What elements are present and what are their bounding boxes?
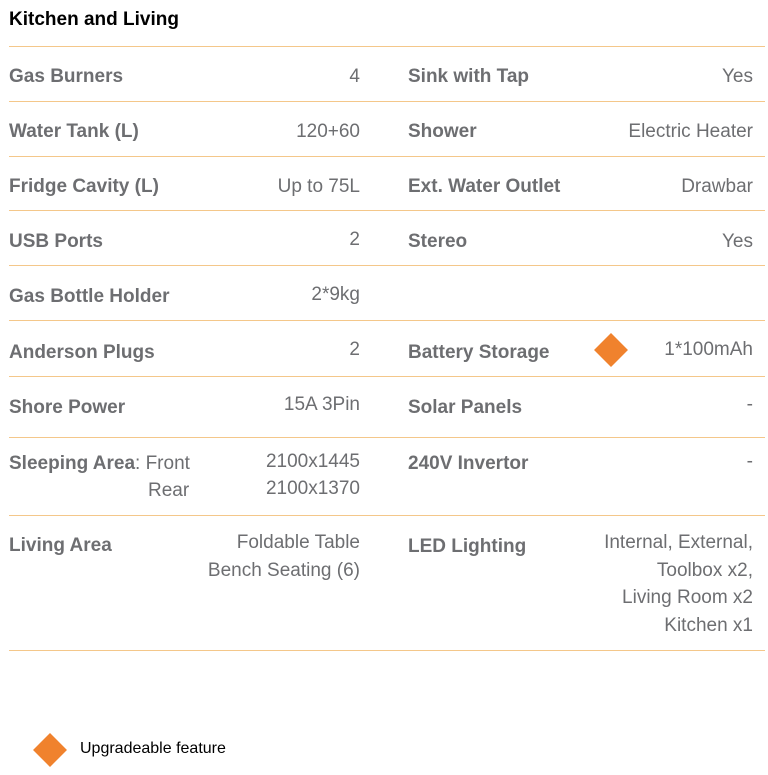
spec-value-stereo: Yes — [722, 231, 753, 252]
spec-value-shore-power: 15A 3Pin — [283, 394, 360, 415]
spec-value-anderson-plugs: 2 — [349, 339, 360, 360]
spec-value-sleeping-area-front: 2100x1445 — [265, 451, 360, 472]
divider — [9, 376, 765, 377]
spec-value-240v-invertor: - — [746, 451, 753, 472]
spec-label-living-area: Living Area — [9, 535, 112, 556]
spec-label-stereo: Stereo — [408, 231, 468, 252]
sleeping-area-sub-rear: Rear — [148, 480, 190, 501]
sleeping-area-label: Sleeping Area — [9, 453, 136, 474]
spec-value-battery-storage: 1*100mAh — [664, 339, 753, 360]
spec-value-led-lighting-4: Kitchen x1 — [664, 615, 753, 636]
spec-value-water-tank: 120+60 — [296, 121, 360, 142]
spec-label-solar-panels: Solar Panels — [408, 397, 523, 418]
divider — [9, 265, 765, 266]
divider — [9, 320, 765, 321]
spec-label-anderson-plugs: Anderson Plugs — [9, 342, 155, 363]
spec-value-living-area-2: Bench Seating (6) — [207, 560, 360, 581]
spec-label-gas-burners: Gas Burners — [9, 66, 124, 87]
spec-value-ext-water-outlet: Drawbar — [681, 176, 753, 197]
spec-value-usb-ports: 2 — [349, 229, 360, 250]
legend-diamond-icon — [33, 733, 67, 767]
spec-label-240v-invertor: 240V Invertor — [408, 453, 529, 474]
divider — [9, 650, 765, 651]
divider — [9, 515, 765, 516]
spec-value-gas-bottle-holder: 2*9kg — [311, 284, 360, 305]
spec-value-led-lighting-1: Internal, External, — [604, 532, 753, 553]
section-title: Kitchen and Living — [9, 9, 179, 30]
spec-value-sleeping-area-rear: 2100x1370 — [265, 478, 360, 499]
spec-label-battery-storage: Battery Storage — [408, 342, 550, 363]
spec-label-usb-ports: USB Ports — [9, 231, 103, 252]
spec-label-fridge-cavity: Fridge Cavity (L) — [9, 176, 159, 197]
legend-text: Upgradeable feature — [80, 740, 226, 757]
spec-value-led-lighting-3: Living Room x2 — [622, 587, 753, 608]
spec-label-led-lighting: LED Lighting — [408, 536, 527, 557]
spec-value-living-area-1: Foldable Table — [236, 532, 360, 553]
divider — [9, 156, 765, 157]
spec-value-sink-with-tap: Yes — [722, 66, 753, 87]
spec-label-sleeping-area — [9, 450, 190, 478]
spec-label-shower: Shower — [408, 121, 477, 142]
spec-value-gas-burners: 4 — [349, 66, 360, 87]
divider — [9, 46, 765, 47]
spec-value-solar-panels: - — [746, 394, 753, 415]
spec-value-shower: Electric Heater — [628, 121, 753, 142]
spec-label-gas-bottle-holder: Gas Bottle Holder — [9, 286, 170, 307]
spec-label-ext-water-outlet: Ext. Water Outlet — [408, 176, 561, 197]
spec-label-water-tank: Water Tank (L) — [9, 121, 139, 142]
spec-value-led-lighting-2: Toolbox x2, — [656, 560, 753, 581]
upgradeable-diamond-icon — [594, 333, 628, 367]
divider — [9, 437, 765, 438]
divider — [9, 210, 765, 211]
divider — [9, 101, 765, 102]
spec-label-shore-power: Shore Power — [9, 397, 126, 418]
spec-label-sink-with-tap: Sink with Tap — [408, 66, 530, 87]
sleeping-area-sub-front: : Front — [135, 453, 190, 474]
spec-value-fridge-cavity: Up to 75L — [277, 176, 360, 197]
